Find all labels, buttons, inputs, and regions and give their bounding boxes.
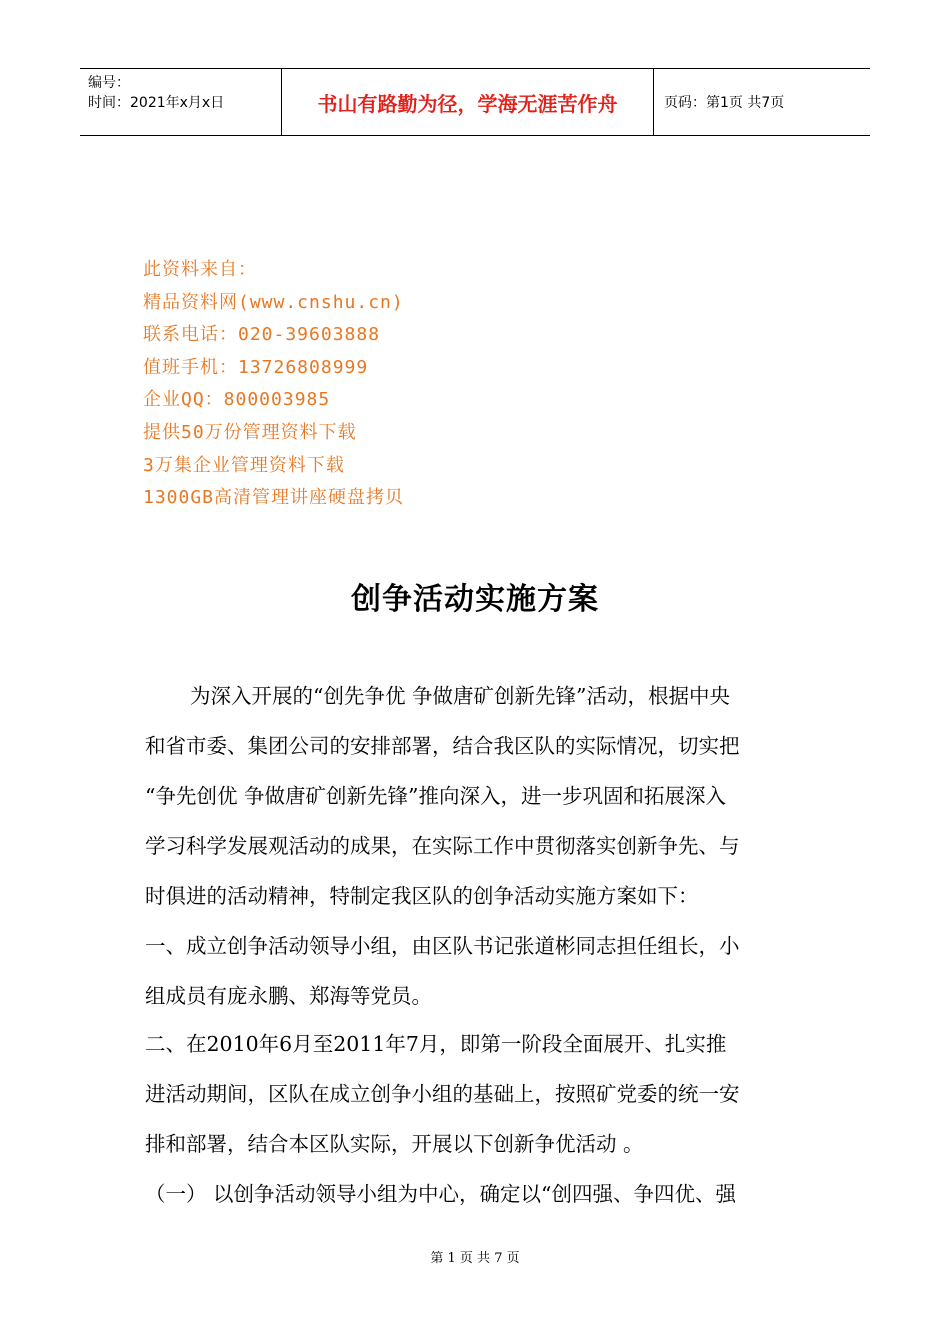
body-paragraph-line: 排和部署，结合本区队实际，开展以下创新争优活动 。	[145, 1132, 644, 1156]
body-paragraph-line: 一、成立创争活动领导小组，由区队书记张道彬同志担任组长，小	[145, 934, 740, 958]
body-paragraph-line: 进活动期间，区队在成立创争小组的基础上，按照矿党委的统一安	[145, 1082, 740, 1106]
body-paragraph-line: 二、在2010年6月至2011年7月，即第一阶段全面展开、扎实推	[145, 1032, 727, 1056]
body-paragraph-line: 时俱进的活动精神，特制定我区队的创争活动实施方案如下：	[145, 884, 699, 908]
body-paragraph-line: “争先创优 争做唐矿创新先锋”推向深入，进一步巩固和拓展深入	[145, 784, 726, 808]
header-page-info: 页码：第1页 共7页	[664, 95, 785, 111]
source-line: 值班手机：13726808999	[143, 356, 369, 378]
header-motto: 书山有路勤为径，学海无涯苦作舟	[282, 69, 654, 135]
header-meta-cell	[80, 69, 282, 135]
source-line: 企业QQ：800003985	[143, 389, 331, 411]
document-title: 创争活动实施方案	[351, 582, 599, 617]
source-line: 精品资料网(www.cnshu.cn)	[143, 291, 404, 313]
body-paragraph-line: 学习科学发展观活动的成果，在实际工作中贯彻落实创新争先、与	[145, 834, 740, 858]
document-number-label: 编号：	[88, 75, 130, 91]
body-paragraph-line: （一） 以创争活动领导小组为中心，确定以“创四强、争四优、强	[145, 1182, 736, 1206]
body-paragraph-line: 为深入开展的“创先争优 争做唐矿创新先锋”活动，根据中央	[190, 684, 730, 708]
source-line: 3万集企业管理资料下载	[143, 454, 345, 476]
document-time-label: 时间：2021年x月x日	[88, 95, 225, 111]
source-line: 1300GB高清管理讲座硬盘拷贝	[143, 487, 405, 509]
page-footer: 第 1 页 共 7 页	[430, 1251, 520, 1266]
source-line: 提供50万份管理资料下载	[143, 421, 357, 443]
source-line: 此资料来自：	[143, 259, 257, 280]
body-paragraph-line: 和省市委、集团公司的安排部署，结合我区队的实际情况，切实把	[145, 734, 740, 758]
source-info-block	[143, 254, 404, 515]
source-line: 联系电话：020-39603888	[143, 324, 381, 346]
header-table	[80, 68, 870, 136]
body-paragraph-line: 组成员有庞永鹏、郑海等党员。	[145, 984, 432, 1008]
